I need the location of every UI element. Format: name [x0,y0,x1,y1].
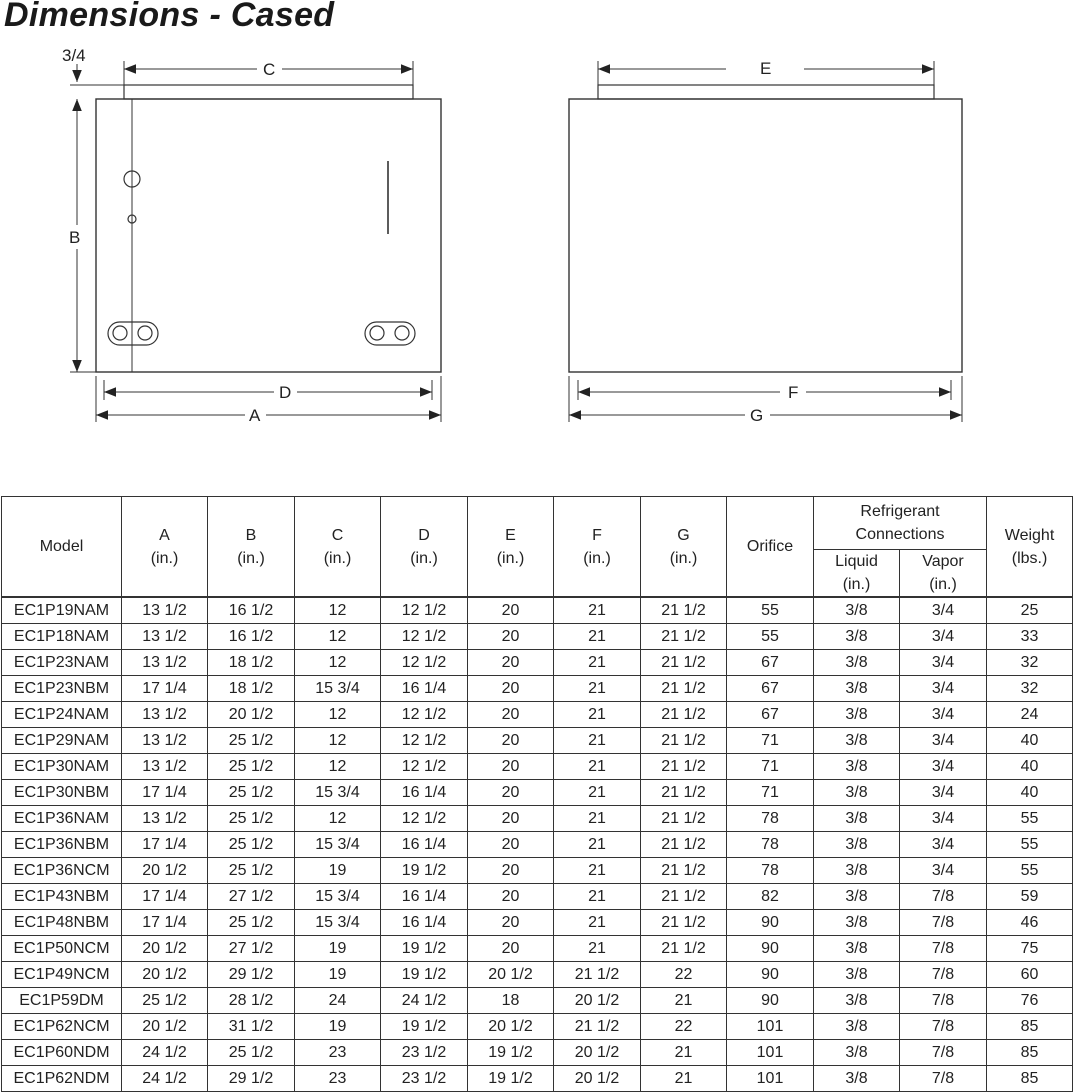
cell-model: EC1P62NCM [2,1014,122,1040]
cell-model: EC1P30NBM [2,780,122,806]
front-view [62,46,441,425]
cell-d: 19 1/2 [381,962,468,988]
cell-c: 23 [295,1066,381,1092]
cell-d: 12 1/2 [381,702,468,728]
table-row [2,1040,1073,1066]
cell-f: 21 1/2 [554,962,641,988]
page-title: Dimensions - Cased [4,0,335,34]
cell-vapor: 7/8 [900,1014,987,1040]
cell-vapor: 3/4 [900,650,987,676]
header-model: Model [2,497,122,598]
cell-b: 31 1/2 [208,1014,295,1040]
cell-a: 13 1/2 [122,806,208,832]
header-b: B (in.) [208,497,295,598]
cell-c: 15 3/4 [295,910,381,936]
cell-b: 25 1/2 [208,858,295,884]
cell-vapor: 7/8 [900,936,987,962]
cell-g: 21 1/2 [641,676,727,702]
cell-d: 12 1/2 [381,728,468,754]
cell-vapor: 7/8 [900,962,987,988]
cell-d: 16 1/4 [381,676,468,702]
cell-vapor: 3/4 [900,858,987,884]
cell-e: 20 1/2 [468,962,554,988]
cell-weight: 32 [987,676,1073,702]
cell-d: 12 1/2 [381,597,468,624]
cell-a: 17 1/4 [122,832,208,858]
cell-weight: 40 [987,728,1073,754]
cell-f: 20 1/2 [554,1066,641,1092]
cell-d: 24 1/2 [381,988,468,1014]
table-row [2,624,1073,650]
cell-vapor: 7/8 [900,884,987,910]
cell-g: 21 1/2 [641,624,727,650]
cell-b: 25 1/2 [208,754,295,780]
cell-orifice: 67 [727,676,814,702]
cell-liquid: 3/8 [814,1066,900,1092]
cell-vapor: 3/4 [900,806,987,832]
cell-g: 22 [641,1014,727,1040]
cell-liquid: 3/8 [814,650,900,676]
cell-b: 25 1/2 [208,806,295,832]
header-liquid: Liquid (in.) [814,550,900,598]
cell-weight: 55 [987,858,1073,884]
cell-d: 12 1/2 [381,754,468,780]
cell-a: 13 1/2 [122,728,208,754]
cell-liquid: 3/8 [814,936,900,962]
cell-vapor: 7/8 [900,1040,987,1066]
cell-model: EC1P29NAM [2,728,122,754]
cell-orifice: 90 [727,962,814,988]
cell-f: 21 [554,806,641,832]
cell-a: 20 1/2 [122,858,208,884]
cell-f: 21 [554,650,641,676]
cell-d: 19 1/2 [381,858,468,884]
header-orifice: Orifice [727,497,814,598]
cell-liquid: 3/8 [814,884,900,910]
cell-liquid: 3/8 [814,702,900,728]
table-row [2,676,1073,702]
cell-orifice: 101 [727,1066,814,1092]
header-f: F (in.) [554,497,641,598]
side-view [569,59,962,425]
cell-liquid: 3/8 [814,597,900,624]
cased-coil-dimension-drawing [0,0,1075,440]
c-label: C [263,60,276,79]
cell-orifice: 71 [727,728,814,754]
cell-liquid: 3/8 [814,910,900,936]
cell-f: 21 [554,728,641,754]
cell-vapor: 3/4 [900,676,987,702]
cell-model: EC1P43NBM [2,884,122,910]
cell-orifice: 101 [727,1040,814,1066]
front-cabinet-outline [96,99,441,372]
cell-vapor: 7/8 [900,988,987,1014]
cell-model: EC1P24NAM [2,702,122,728]
cell-e: 20 [468,780,554,806]
cell-g: 22 [641,962,727,988]
e-label: E [760,59,772,78]
right-drain-port-2-icon [395,326,409,340]
cell-orifice: 67 [727,650,814,676]
cell-d: 12 1/2 [381,650,468,676]
cell-d: 12 1/2 [381,624,468,650]
cell-weight: 59 [987,884,1073,910]
cell-weight: 33 [987,624,1073,650]
cell-e: 20 [468,624,554,650]
cell-c: 15 3/4 [295,780,381,806]
cell-d: 23 1/2 [381,1040,468,1066]
cell-model: EC1P36NBM [2,832,122,858]
cell-g: 21 1/2 [641,754,727,780]
cell-orifice: 101 [727,1014,814,1040]
cell-a: 20 1/2 [122,936,208,962]
cell-b: 27 1/2 [208,884,295,910]
cell-a: 13 1/2 [122,650,208,676]
cell-a: 24 1/2 [122,1066,208,1092]
cell-vapor: 3/4 [900,728,987,754]
cell-b: 28 1/2 [208,988,295,1014]
table-row [2,780,1073,806]
table-row [2,1014,1073,1040]
cell-a: 20 1/2 [122,1014,208,1040]
cell-f: 20 1/2 [554,1040,641,1066]
cell-weight: 24 [987,702,1073,728]
cell-liquid: 3/8 [814,754,900,780]
cell-d: 19 1/2 [381,936,468,962]
cell-model: EC1P48NBM [2,910,122,936]
cell-e: 20 [468,650,554,676]
cell-b: 18 1/2 [208,650,295,676]
cell-vapor: 3/4 [900,597,987,624]
cell-f: 21 [554,910,641,936]
table-row [2,884,1073,910]
cell-model: EC1P23NBM [2,676,122,702]
cell-b: 27 1/2 [208,936,295,962]
cell-c: 19 [295,858,381,884]
cell-g: 21 1/2 [641,910,727,936]
cell-c: 12 [295,806,381,832]
header-a: A (in.) [122,497,208,598]
cell-b: 25 1/2 [208,832,295,858]
cell-g: 21 1/2 [641,858,727,884]
cell-e: 20 [468,597,554,624]
cell-f: 21 [554,676,641,702]
cell-a: 25 1/2 [122,988,208,1014]
cell-c: 24 [295,988,381,1014]
cell-d: 19 1/2 [381,1014,468,1040]
cell-e: 20 [468,910,554,936]
cell-e: 18 [468,988,554,1014]
cell-orifice: 71 [727,754,814,780]
cell-g: 21 1/2 [641,832,727,858]
cell-model: EC1P18NAM [2,624,122,650]
cell-c: 15 3/4 [295,832,381,858]
cell-c: 23 [295,1040,381,1066]
g-label: G [750,406,764,425]
cell-orifice: 67 [727,702,814,728]
cell-model: EC1P49NCM [2,962,122,988]
cell-model: EC1P60NDM [2,1040,122,1066]
cell-a: 17 1/4 [122,910,208,936]
header-refrigerant-connections: Refrigerant Connections [814,497,987,550]
cell-model: EC1P50NCM [2,936,122,962]
cell-d: 12 1/2 [381,806,468,832]
cell-f: 21 [554,754,641,780]
cell-g: 21 [641,1066,727,1092]
cell-vapor: 3/4 [900,780,987,806]
cell-b: 29 1/2 [208,1066,295,1092]
table-header [2,497,1073,598]
table-row [2,597,1073,624]
header-vapor: Vapor (in.) [900,550,987,598]
cell-b: 20 1/2 [208,702,295,728]
cell-vapor: 3/4 [900,702,987,728]
cell-model: EC1P36NAM [2,806,122,832]
cell-g: 21 1/2 [641,650,727,676]
cell-d: 16 1/4 [381,884,468,910]
cell-e: 20 [468,936,554,962]
left-drain-port-1-icon [113,326,127,340]
cell-b: 16 1/2 [208,597,295,624]
cell-c: 12 [295,624,381,650]
header-c: C (in.) [295,497,381,598]
cell-liquid: 3/8 [814,624,900,650]
cell-liquid: 3/8 [814,1040,900,1066]
cell-b: 25 1/2 [208,1040,295,1066]
cell-orifice: 82 [727,884,814,910]
cell-g: 21 [641,1040,727,1066]
dimensions-table [1,496,1073,1092]
cell-liquid: 3/8 [814,806,900,832]
header-d: D (in.) [381,497,468,598]
cell-weight: 60 [987,962,1073,988]
side-cabinet-outline [569,99,962,372]
cell-f: 21 [554,936,641,962]
cell-vapor: 7/8 [900,910,987,936]
cell-g: 21 1/2 [641,884,727,910]
cell-c: 15 3/4 [295,884,381,910]
table-body [2,597,1073,1092]
a-label: A [249,406,261,425]
cell-model: EC1P59DM [2,988,122,1014]
header-weight: Weight (lbs.) [987,497,1073,598]
cell-a: 24 1/2 [122,1040,208,1066]
cell-e: 20 [468,754,554,780]
cell-f: 21 [554,832,641,858]
cell-model: EC1P19NAM [2,597,122,624]
cell-d: 23 1/2 [381,1066,468,1092]
cell-e: 20 1/2 [468,1014,554,1040]
cell-b: 25 1/2 [208,910,295,936]
cell-orifice: 90 [727,936,814,962]
table-row [2,702,1073,728]
cell-weight: 25 [987,597,1073,624]
cell-d: 16 1/4 [381,780,468,806]
cell-b: 25 1/2 [208,728,295,754]
side-top-flange [598,85,934,99]
cell-c: 12 [295,650,381,676]
cell-e: 20 [468,832,554,858]
cell-liquid: 3/8 [814,832,900,858]
table-row [2,1066,1073,1092]
cell-f: 21 [554,702,641,728]
cell-e: 19 1/2 [468,1066,554,1092]
cell-g: 21 1/2 [641,936,727,962]
cell-vapor: 3/4 [900,754,987,780]
cell-liquid: 3/8 [814,1014,900,1040]
cell-liquid: 3/8 [814,676,900,702]
cell-a: 13 1/2 [122,754,208,780]
cell-vapor: 7/8 [900,1066,987,1092]
cell-weight: 76 [987,988,1073,1014]
cell-f: 21 [554,858,641,884]
cell-f: 21 [554,780,641,806]
cell-weight: 40 [987,780,1073,806]
cell-c: 12 [295,728,381,754]
cell-orifice: 78 [727,858,814,884]
cell-a: 13 1/2 [122,702,208,728]
cell-weight: 55 [987,806,1073,832]
cell-c: 12 [295,754,381,780]
cell-g: 21 1/2 [641,780,727,806]
cell-orifice: 71 [727,780,814,806]
cell-e: 20 [468,702,554,728]
table-row [2,910,1073,936]
cell-weight: 32 [987,650,1073,676]
f-label: F [788,383,799,402]
cell-g: 21 1/2 [641,728,727,754]
table-row [2,962,1073,988]
cell-b: 16 1/2 [208,624,295,650]
cell-c: 15 3/4 [295,676,381,702]
cell-weight: 85 [987,1014,1073,1040]
cell-d: 16 1/4 [381,832,468,858]
cell-f: 20 1/2 [554,988,641,1014]
cell-f: 21 [554,597,641,624]
cell-e: 20 [468,806,554,832]
cell-g: 21 1/2 [641,702,727,728]
cell-e: 20 [468,728,554,754]
d-label: D [279,383,292,402]
cell-model: EC1P36NCM [2,858,122,884]
cell-orifice: 78 [727,806,814,832]
right-drain-port-1-icon [370,326,384,340]
cell-liquid: 3/8 [814,728,900,754]
cell-orifice: 90 [727,988,814,1014]
cell-a: 17 1/4 [122,884,208,910]
cell-c: 19 [295,936,381,962]
cell-g: 21 1/2 [641,597,727,624]
cell-orifice: 55 [727,597,814,624]
cell-weight: 55 [987,832,1073,858]
cell-a: 13 1/2 [122,597,208,624]
cell-f: 21 [554,624,641,650]
table-row [2,754,1073,780]
cell-a: 13 1/2 [122,624,208,650]
table-row [2,936,1073,962]
cell-g: 21 1/2 [641,806,727,832]
b-label: B [69,228,81,247]
table-row [2,650,1073,676]
cell-liquid: 3/8 [814,780,900,806]
header-e: E (in.) [468,497,554,598]
cell-weight: 85 [987,1066,1073,1092]
cell-orifice: 55 [727,624,814,650]
cell-e: 20 [468,676,554,702]
left-drain-plate [108,322,158,345]
cell-orifice: 78 [727,832,814,858]
cell-b: 25 1/2 [208,780,295,806]
cell-c: 19 [295,962,381,988]
table-row [2,728,1073,754]
cell-c: 12 [295,702,381,728]
cell-c: 19 [295,1014,381,1040]
offset-label: 3/4 [62,46,86,65]
cell-model: EC1P30NAM [2,754,122,780]
cell-b: 29 1/2 [208,962,295,988]
cell-weight: 46 [987,910,1073,936]
cell-f: 21 [554,884,641,910]
table-row [2,858,1073,884]
table-row [2,988,1073,1014]
cell-e: 20 [468,884,554,910]
cell-orifice: 90 [727,910,814,936]
cell-model: EC1P23NAM [2,650,122,676]
cell-weight: 85 [987,1040,1073,1066]
left-drain-port-2-icon [138,326,152,340]
cell-liquid: 3/8 [814,962,900,988]
cell-liquid: 3/8 [814,988,900,1014]
cell-a: 20 1/2 [122,962,208,988]
cell-c: 12 [295,597,381,624]
cell-e: 19 1/2 [468,1040,554,1066]
table-row [2,832,1073,858]
front-top-flange [124,85,413,99]
header-g: G (in.) [641,497,727,598]
cell-vapor: 3/4 [900,624,987,650]
cell-weight: 75 [987,936,1073,962]
cell-g: 21 [641,988,727,1014]
cell-b: 18 1/2 [208,676,295,702]
cell-vapor: 3/4 [900,832,987,858]
cell-liquid: 3/8 [814,858,900,884]
cell-f: 21 1/2 [554,1014,641,1040]
table-row [2,806,1073,832]
cell-model: EC1P62NDM [2,1066,122,1092]
cell-d: 16 1/4 [381,910,468,936]
cell-a: 17 1/4 [122,780,208,806]
right-drain-plate [365,322,415,345]
cell-a: 17 1/4 [122,676,208,702]
cell-weight: 40 [987,754,1073,780]
cell-e: 20 [468,858,554,884]
